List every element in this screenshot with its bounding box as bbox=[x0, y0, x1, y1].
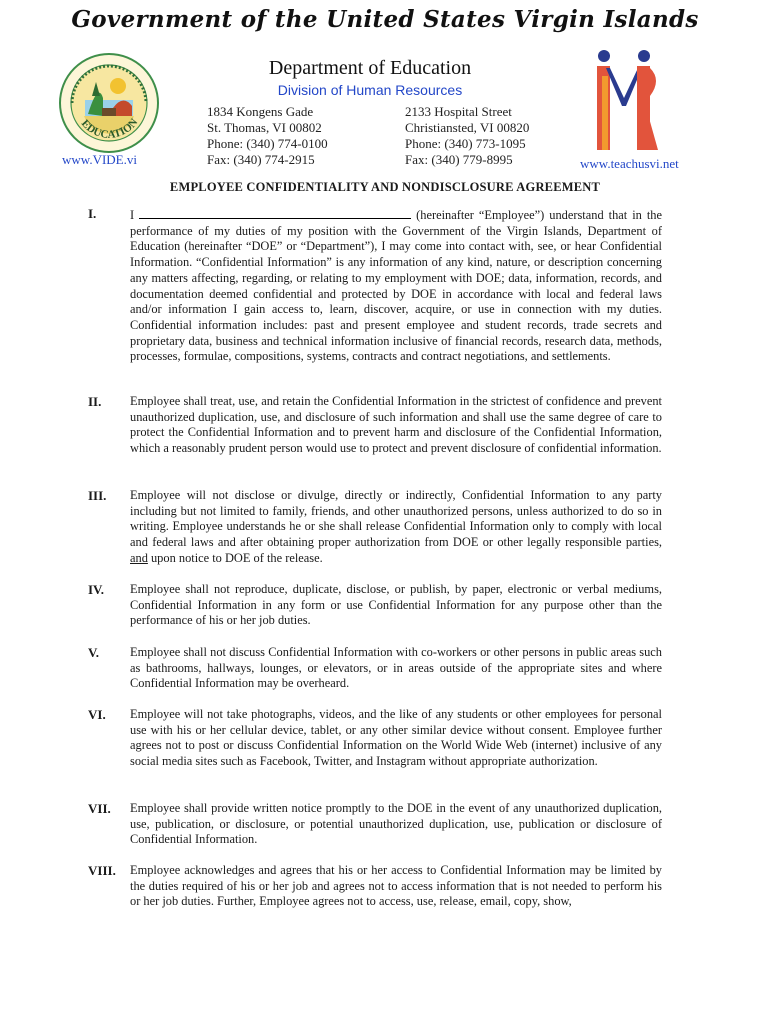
section-text: I (hereinafter “Employee”) understand that in the performance of my duties of my position with the Government of the Virgin Islands, Department of Education (hereinafter “DOE” or “Department”), I may come into contact with, see, or hear Confidential Information. “Confidential Information” is any information of any kind, nature, or description concerning any matters affecting, regarding, or relating to my employment with DOE; data, information, records, and documentation deemed confidential and protected by DOE in accordance with local and federal laws and/or information I gain access to, learn, discover, acquire, or use in connection with my duties. Confidential information includes: past and present employee and student records, trade secrets and proprietary data, business and technical information inclusive of financial records, research data, methods, processes, formulae, compositions, systems, contracts and contract negotiations, and settlements. bbox=[130, 208, 662, 364]
seal-text: EDUCATION bbox=[78, 116, 141, 141]
address-line: Christiansted, VI 00820 bbox=[405, 120, 530, 135]
section-text: Employee shall not reproduce, duplicate, disclose, or publish, by paper, electronic or verbal mediums, Confidential Information in any form or use Confidential Information for any purpose other than the performance of his or her job duties. bbox=[130, 582, 662, 628]
section-number: VII. bbox=[88, 801, 111, 816]
fax-line: Fax: (340) 779-8995 bbox=[405, 152, 513, 167]
department-name: Department of Education bbox=[268, 57, 472, 79]
section-text: Employee acknowledges and agrees that his or her access to Confidential Information may be limited by the duties required of his or her job and agrees not to access information that is not needed to perform his or her job duties. Further, Employee agrees not to access, use, release, email, copy, show, bbox=[130, 863, 662, 909]
address-line: 1834 Kongens Gade bbox=[207, 104, 314, 119]
division-name: Division of Human Resources bbox=[277, 82, 463, 98]
government-title: Government of the United States Virgin Islands bbox=[71, 6, 699, 33]
phone-line: Phone: (340) 774-0100 bbox=[207, 136, 328, 151]
address-line: St. Thomas, VI 00802 bbox=[207, 120, 322, 135]
section-text: Employee will not disclose or divulge, directly or indirectly, Confidential Information to any party including but not limited to family, friends, and other unauthorized persons, unless authorized to do so in writing. Employee understands he or she shall release Confidential Information only to comply with local and federal laws and after obtaining proper authorization from DOE or other legally responsible parties, and upon notice to DOE of the release. bbox=[130, 488, 662, 565]
hr-people-logo-icon bbox=[592, 46, 658, 154]
section-text: Employee will not take photographs, videos, and the like of any students or other employees for personal use with his or her cellular device, tablet, or any other similar device without consent. Employee further agrees not to post or discuss Confidential Information on the World Wide Web (internet) inclusive of any social media sites such as Facebook, Twitter, and Instagram without appropriate authorization. bbox=[130, 707, 662, 769]
section-text: Employee shall provide written notice promptly to the DOE in the event of any unauthorized duplication, use, publication, or disclosure, or potential unauthorized duplication, use, publication or disclosure of Confidential Information. bbox=[130, 801, 662, 847]
section-text: Employee shall treat, use, and retain the Confidential Information in the strictest of confidence and prevent unauthorized duplication, use, and disclosure of such information and shall use the same degree of care to protect the Confidential Information and to prevent harm and disclosure of the Confidential Information, which a reasonably prudent person would use to protect and prevent disclosure of confidential information. bbox=[130, 394, 662, 456]
section-number: V. bbox=[88, 645, 99, 660]
employee-name-blank[interactable] bbox=[139, 206, 411, 219]
agreement-title: EMPLOYEE CONFIDENTIALITY AND NONDISCLOSURE AGREEMENT bbox=[169, 180, 601, 194]
section-number: I. bbox=[88, 206, 97, 221]
teachusvi-website-link[interactable]: www.teachusvi.net bbox=[580, 156, 679, 171]
vide-website-link[interactable]: www.VIDE.vi bbox=[62, 152, 137, 167]
section-number: IV. bbox=[88, 582, 105, 597]
phone-line: Phone: (340) 773-1095 bbox=[405, 136, 526, 151]
fax-line: Fax: (340) 774-2915 bbox=[207, 152, 315, 167]
section-text: Employee shall not discuss Confidential Information with co-workers or other persons in public areas such as bathrooms, hallways, lounges, or elevators, or in areas outside of the appropriate sites and where Confidential Information may be overheard. bbox=[130, 645, 662, 691]
section-number: VI. bbox=[88, 707, 106, 722]
address-line: 2133 Hospital Street bbox=[405, 104, 512, 119]
address-st-thomas bbox=[207, 104, 328, 168]
section-number: VIII. bbox=[88, 863, 116, 878]
section-number: II. bbox=[88, 394, 102, 409]
section-number: III. bbox=[88, 488, 107, 503]
address-st-croix bbox=[405, 104, 529, 168]
